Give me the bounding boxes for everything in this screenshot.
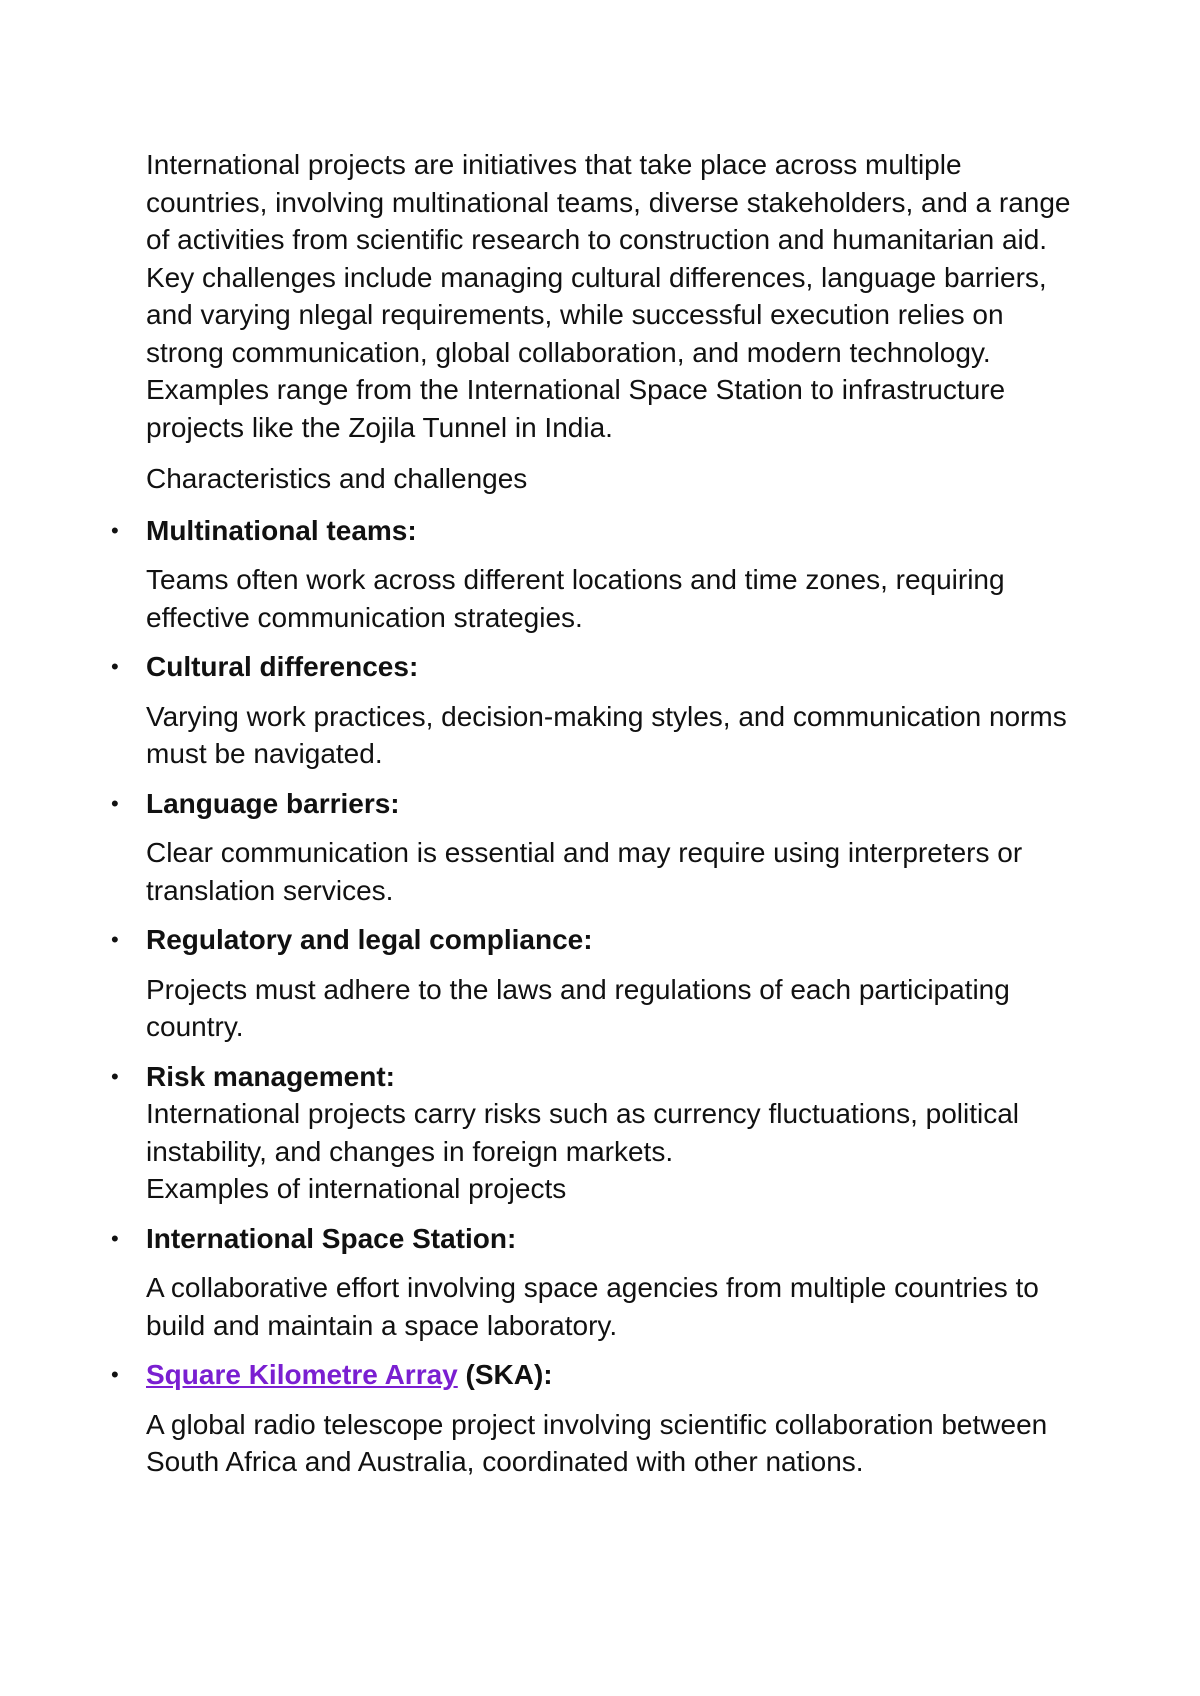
item-description: Teams often work across different locations and time zones, requiring effective communication strategies. bbox=[146, 564, 1005, 633]
item-description: A collaborative effort involving space agencies from multiple countries to build and maintain a space laboratory. bbox=[146, 1272, 1039, 1341]
bullet-icon: • bbox=[111, 1063, 119, 1089]
characteristics-heading: Characteristics and challenges bbox=[146, 463, 528, 494]
item-title: Multinational teams: bbox=[146, 514, 417, 546]
item-description: A global radio telescope project involving scientific collaboration between South Africa and Australia, coordinated with other nations. bbox=[146, 1408, 1048, 1477]
bullet-icon: • bbox=[111, 1225, 119, 1251]
item-description: Varying work practices, decision-making styles, and communication norms must be navigated. bbox=[146, 700, 1067, 769]
item-title: Regulatory and legal compliance: bbox=[146, 924, 593, 955]
bullet-icon: • bbox=[111, 790, 119, 816]
list-item-language-barriers bbox=[111, 785, 1086, 910]
list-item-risk-management bbox=[111, 1058, 1086, 1171]
item-description: Projects must adhere to the laws and regulations of each participating country. bbox=[146, 973, 1010, 1042]
item-description: International projects carry risks such as currency fluctuations, political instability, and changes in foreign markets. bbox=[146, 1098, 1020, 1167]
list-item-cultural-differences bbox=[111, 648, 1086, 773]
bullet-icon: • bbox=[111, 1362, 119, 1387]
bullet-icon: • bbox=[111, 517, 119, 543]
document-page bbox=[111, 146, 1086, 1493]
item-title: Cultural differences: bbox=[146, 651, 419, 682]
list-item-regulatory-compliance bbox=[111, 921, 1086, 1046]
bullet-icon: • bbox=[111, 927, 119, 952]
intro-paragraph: International projects are initiatives that take place across multiple countries, involving multinational teams, diverse stakeholders, and a range of activities from scientific research to construction and humanitarian aid. Key challenges include managing cultural differences, language barriers, and varying nlegal requirements, while successful execution relies on strong communication, global collaboration, and modern technology. Examples range from the International Space Station to infrastructure projects like the Zojila Tunnel in India. bbox=[146, 149, 1071, 443]
item-title bbox=[146, 1356, 1086, 1394]
list-item-square-kilometre-array bbox=[111, 1356, 1086, 1481]
bullet-icon: • bbox=[111, 654, 119, 679]
item-title: Risk management: bbox=[146, 1060, 395, 1092]
ska-link[interactable]: Square Kilometre Array bbox=[146, 1359, 458, 1390]
examples-heading: Examples of international projects bbox=[146, 1173, 567, 1204]
item-title: Language barriers: bbox=[146, 787, 400, 819]
item-title-suffix: (SKA): bbox=[457, 1359, 553, 1390]
item-title: International Space Station: bbox=[146, 1222, 517, 1254]
list-item-international-space-station bbox=[111, 1220, 1086, 1345]
list-item-multinational-teams bbox=[111, 512, 1086, 637]
item-description: Clear communication is essential and may require using interpreters or translation services. bbox=[146, 837, 1023, 906]
